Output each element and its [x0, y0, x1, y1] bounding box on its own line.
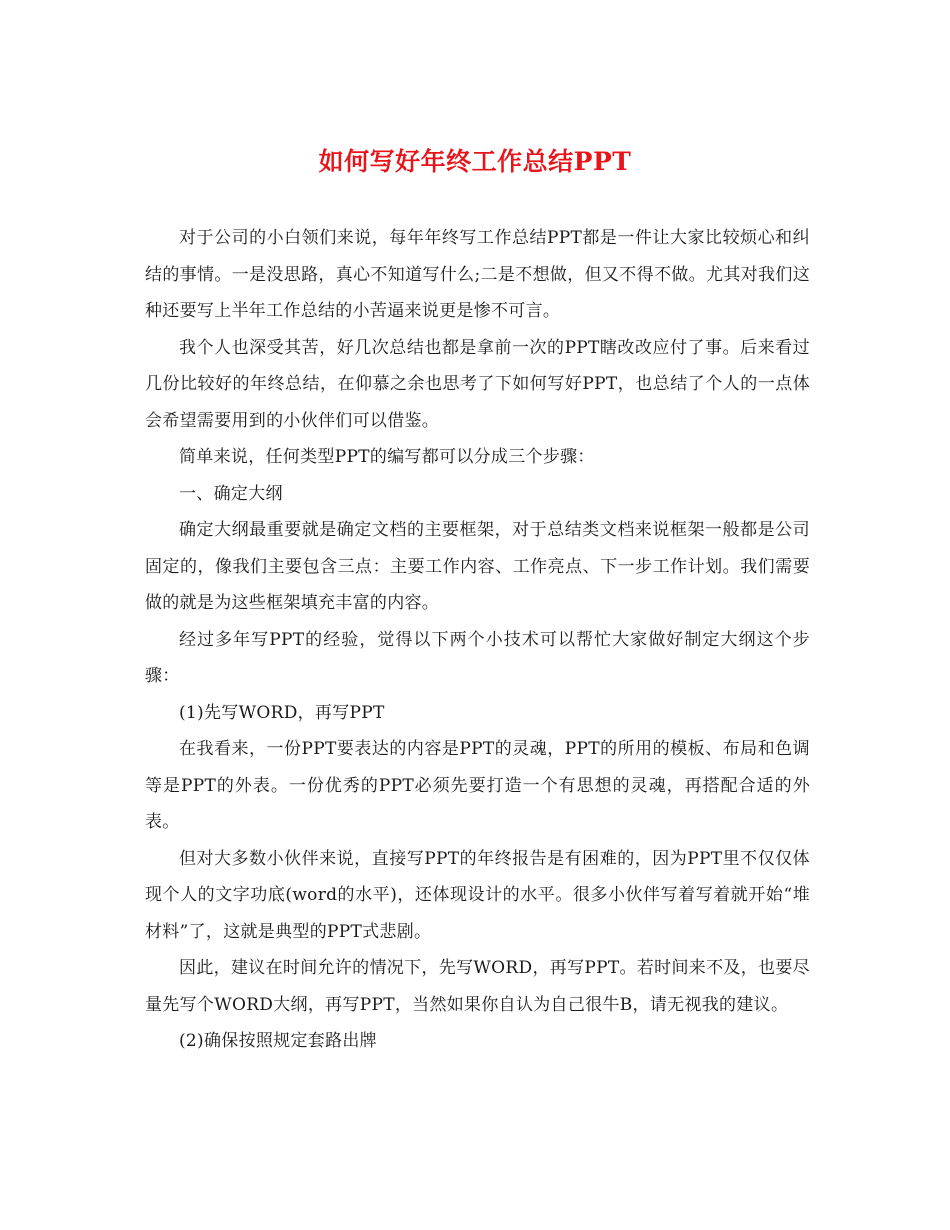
paragraph: 简单来说，任何类型PPT的编写都可以分成三个步骤： — [179, 447, 595, 467]
paragraph: 但对大多数小伙伴来说，直接写PPT的年终报告是有困难的，因为PPT里不仅仅体现个人的文字功底(word的水平)，还体现设计的水平。很多小伙伴写着写着就开始“堆材料”了，这就是典型的PPT式悲剧。 — [145, 848, 810, 942]
paragraph: 因此，建议在时间允许的情况下，先写WORD，再写PPT。若时间来不及，也要尽量先写个WORD大纲，再写PPT，当然如果你自认为自己很牛B，请无视我的建议。 — [145, 958, 810, 1015]
document-body — [145, 220, 810, 1060]
section-heading: 一、确定大纲 — [179, 483, 283, 504]
document-title: 如何写好年终工作总结PPT — [318, 147, 632, 176]
subsection-heading: (1)先写WORD，再写PPT — [179, 702, 385, 723]
paragraph: 确定大纲最重要就是确定文档的主要框架，对于总结类文档来说框架一般都是公司固定的，像我们主要包含三点：主要工作内容、工作亮点、下一步工作计划。我们需要做的就是为这些框架填充丰富的内容。 — [145, 520, 810, 613]
paragraph: 经过多年写PPT的经验，觉得以下两个小技术可以帮忙大家做好制定大纲这个步骤： — [145, 629, 810, 686]
paragraph: 我个人也深受其苦，好几次总结也都是拿前一次的PPT瞎改改应付了事。后来看过几份比较好的年终总结，在仰慕之余也思考了下如何写好PPT，也总结了个人的一点体会希望需要用到的小伙伴们可以借鉴。 — [145, 337, 810, 431]
subsection-heading: (2)确保按照规定套路出牌 — [179, 1031, 377, 1051]
paragraph: 在我看来，一份PPT要表达的内容是PPT的灵魂，PPT的所用的模板、布局和色调等是PPT的外表。一份优秀的PPT必须先要打造一个有思想的灵魂，再搭配合适的外表。 — [145, 739, 810, 832]
paragraph: 对于公司的小白领们来说，每年年终写工作总结PPT都是一件让大家比较烦心和纠结的事情。一是没思路，真心不知道写什么;二是不想做，但又不得不做。尤其对我们这种还要写上半年工作总结的小苦逼来说更是惨不可言。 — [145, 228, 810, 321]
